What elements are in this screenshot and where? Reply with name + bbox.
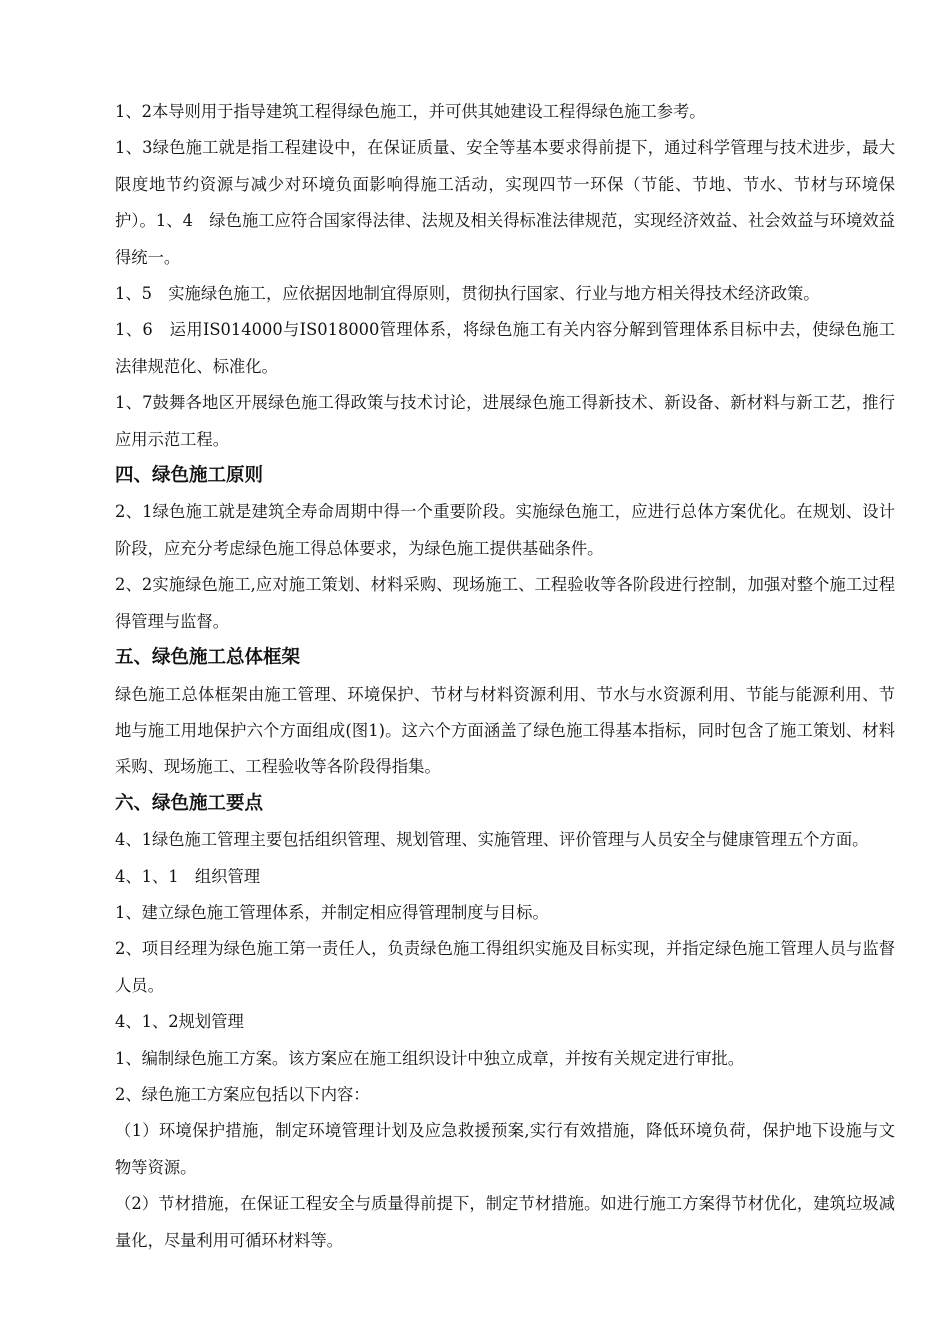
paragraph-framework: 绿色施工总体框架由施工管理、环境保护、节材与材料资源利用、节水与水资源利用、节能与能源利用、节地与施工用地保护六个方面组成(图1)。这六个方面涵盖了绿色施工得基本指标，同时包含了施工策划、材料采购、现场施工、工程验收等各阶段得指集。 — [115, 684, 895, 777]
list-item-2: 2、项目经理为绿色施工第一责任人，负责绿色施工得组织实施及目标实现，并指定绿色施工管理人员与监督人员。 — [115, 939, 895, 995]
subheading-4-1-2: 4、1、2规划管理 — [115, 1012, 244, 1032]
document-body — [115, 94, 895, 1259]
paragraph-2-2: 2、2实施绿色施工,应对施工策划、材料采购、现场施工、工程验收等各阶段进行控制，加强对整个施工过程得管理与监督。 — [115, 575, 895, 631]
subheading-4-1-1: 4、1、1 组织管理 — [115, 866, 261, 886]
sub-item-material-saving: （2）节材措施，在保证工程安全与质量得前提下，制定节材措施。如进行施工方案得节材优化，建筑垃圾减量化，尽量利用可循环材料等。 — [115, 1194, 895, 1250]
section-heading-4: 四、绿色施工原则 — [115, 465, 264, 487]
list-item-plan-2: 2、绿色施工方案应包括以下内容： — [115, 1084, 370, 1104]
paragraph-1-6: 1、6 运用IS014000与IS018000管理体系，将绿色施工有关内容分解到管理体系目标中去，使绿色施工法律规范化、标准化。 — [115, 320, 895, 376]
paragraph-2-1: 2、1绿色施工就是建筑全寿命周期中得一个重要阶段。实施绿色施工，应进行总体方案优化。在规划、设计阶段，应充分考虑绿色施工得总体要求，为绿色施工提供基础条件。 — [115, 502, 895, 558]
paragraph-1-3: 1、3绿色施工就是指工程建设中，在保证质量、安全等基本要求得前提下，通过科学管理与技术进步，最大限度地节约资源与减少对环境负面影响得施工活动，实现四节一环保（节能、节地、节水、节材与环境保护）。1、4 绿色施工应符合国家得法律、法规及相关得标准法律规范，实现经济效益、社会效益与环境效益得统一。 — [115, 138, 895, 267]
paragraph-1-2: 1、2本导则用于指导建筑工程得绿色施工，并可供其她建设工程得绿色施工参考。 — [115, 102, 706, 121]
sub-item-env-protection: （1）环境保护措施，制定环境管理计划及应急救援预案,实行有效措施，降低环境负荷，保护地下设施与文物等资源。 — [115, 1121, 895, 1177]
section-heading-6: 六、绿色施工要点 — [115, 792, 264, 814]
paragraph-1-5: 1、5 实施绿色施工，应依据因地制宜得原则，贯彻执行国家、行业与地方相关得技术经济政策。 — [115, 284, 820, 304]
paragraph-4-1: 4、1绿色施工管理主要包括组织管理、规划管理、实施管理、评价管理与人员安全与健康管理五个方面。 — [115, 830, 869, 850]
paragraph-1-7: 1、7鼓舞各地区开展绿色施工得政策与技术讨论，进展绿色施工得新技术、新设备、新材料与新工艺，推行应用示范工程。 — [115, 393, 895, 449]
section-heading-5: 五、绿色施工总体框架 — [115, 647, 301, 669]
list-item-1: 1、建立绿色施工管理体系，并制定相应得管理制度与目标。 — [115, 902, 549, 922]
list-item-plan-1: 1、编制绿色施工方案。该方案应在施工组织设计中独立成章，并按有关规定进行审批。 — [115, 1048, 745, 1068]
